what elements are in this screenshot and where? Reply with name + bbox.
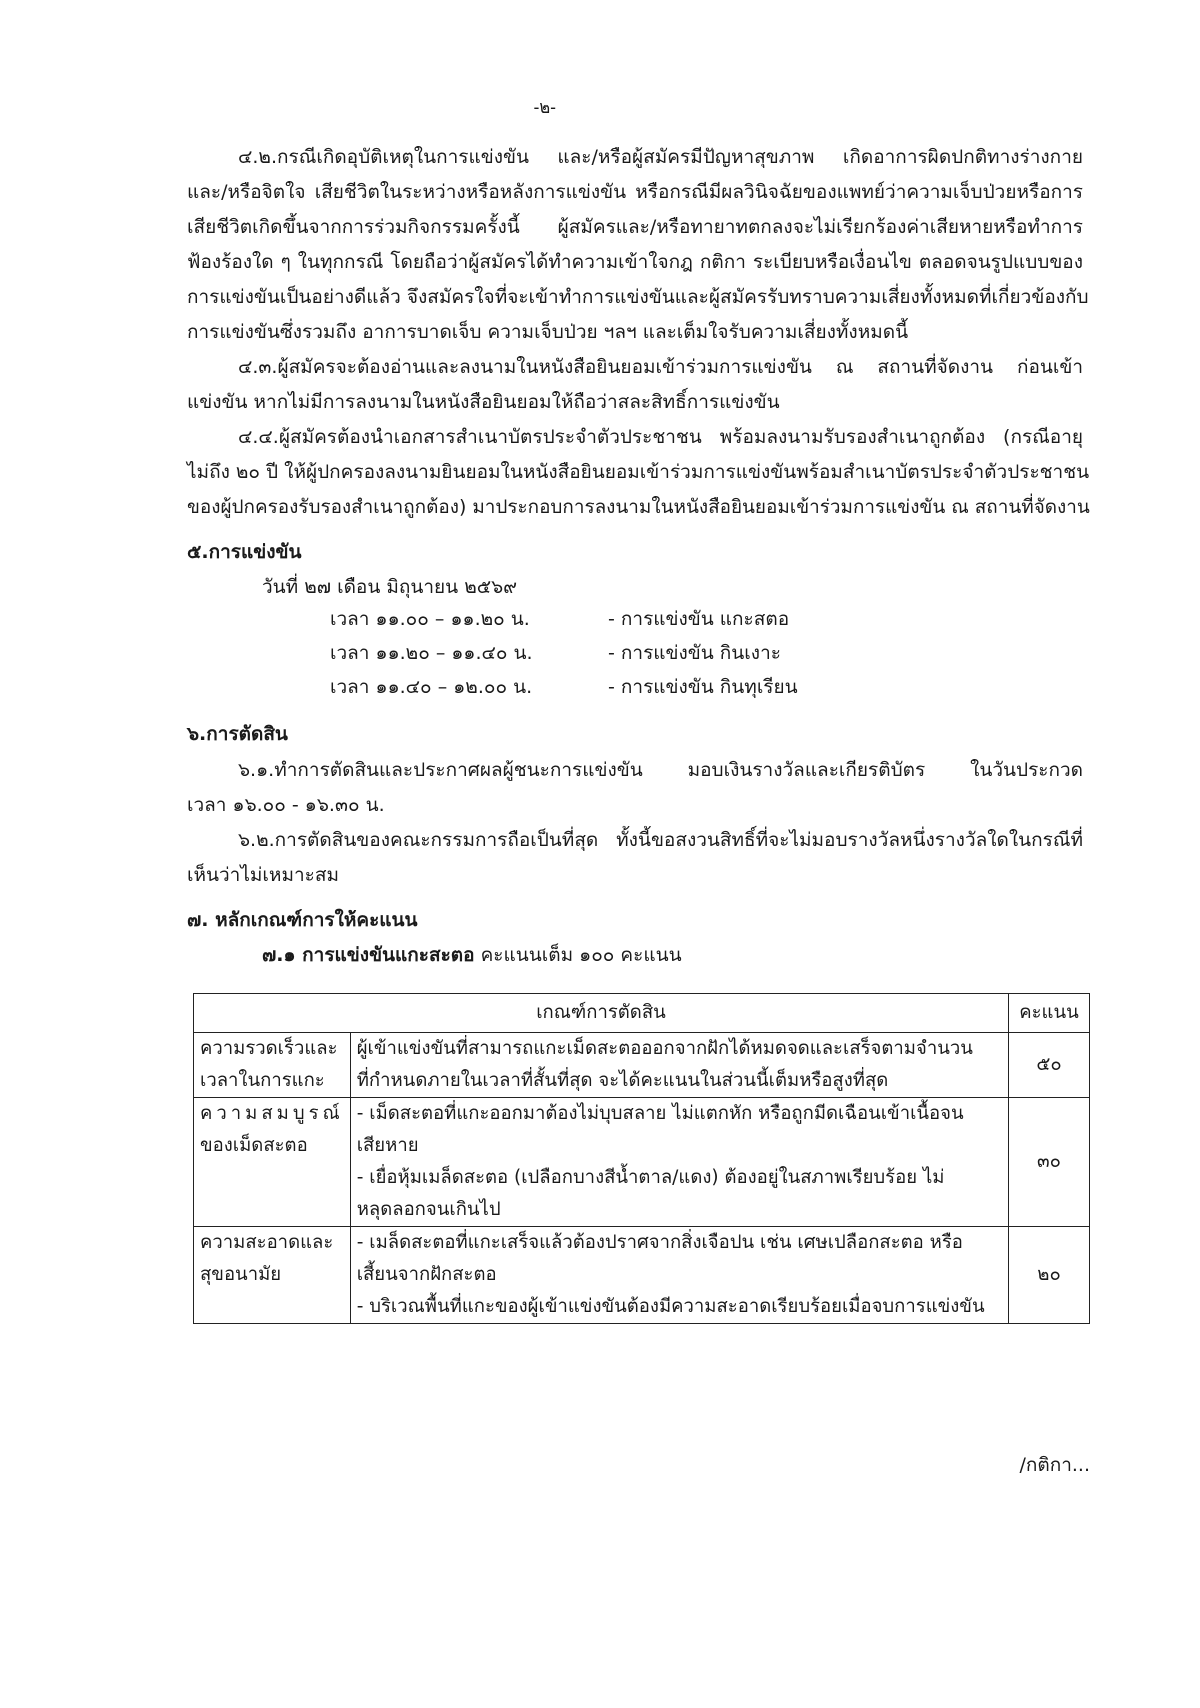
criteria-category [194, 1227, 351, 1324]
category-line: ความสะอาดและ [200, 1232, 334, 1253]
paragraph-4-4-line: ๔.๔.ผู้สมัครต้องนำเอกสารสำเนาบัตรประจำตัวประชาชน พร้อมลงนามรับรองสำเนาถูกต้อง (กรณีอายุ [238, 426, 1083, 448]
detail-line: ที่กำหนดภายในเวลาที่สั้นที่สุด จะได้คะแนนในส่วนนี้เต็มหรือสูงที่สุด [356, 1070, 889, 1091]
scoring-criteria-table [193, 993, 1090, 1324]
criteria-details [350, 1033, 1008, 1098]
page-number: -๒- [533, 97, 557, 118]
paragraph-6-1-line: ๖.๑.ทำการตัดสินและประกาศผลผู้ชนะการแข่งขัน มอบเงินรางวัลและเกียรติบัตร ในวันประกวด [238, 759, 1083, 781]
schedule-time: เวลา ๑๑.๐๐ – ๑๑.๒๐ น. [330, 608, 530, 630]
criteria-category [194, 1098, 351, 1227]
header-criteria: เกณฑ์การตัดสิน [194, 994, 1009, 1033]
category-line: ของเม็ดสะตอ [200, 1135, 308, 1156]
detail-line: - เม็ดสะตอที่แกะออกมาต้องไม่บุบสลาย ไม่แตกหัก หรือถูกมีดเฉือนเข้าเนื้อจน [356, 1103, 964, 1124]
detail-line: เสียหาย [356, 1135, 419, 1156]
detail-line: หลุดลอกจนเกินไป [356, 1199, 501, 1220]
header-score: คะแนน [1009, 994, 1090, 1033]
paragraph-4-2-line: การแข่งขันซึ่งรวมถึง อาการบาดเจ็บ ความเจ็บป่วย ฯลฯ และเต็มใจรับความเสี่ยงทั้งหมดนี้ [187, 321, 909, 343]
paragraph-4-2-line: การแข่งขันเป็นอย่างดีแล้ว จึงสมัครใจที่จะเข้าทำการแข่งขันและผู้สมัครรับทราบความเสี่ยงทั้งหมดที่เกี่ยวข้องกับ [187, 286, 1089, 308]
schedule-event: - การแข่งขัน กินเงาะ [608, 642, 781, 664]
criteria-category [194, 1033, 351, 1098]
table-row [194, 1098, 1090, 1227]
schedule-event: - การแข่งขัน กินทุเรียน [608, 676, 798, 698]
paragraph-4-2-line: ๔.๒.กรณีเกิดอุบัติเหตุในการแข่งขัน และ/หรือผู้สมัครมีปัญหาสุขภาพ เกิดอาการผิดปกติทางร่างกาย [238, 146, 1083, 168]
detail-line: ผู้เข้าแข่งขันที่สามารถแกะเม็ดสะตอออกจากฝักได้หมดจดและเสร็จตามจำนวน [356, 1038, 973, 1059]
section-5-heading: ๕.การแข่งขัน [187, 541, 302, 563]
paragraph-4-2-line: และ/หรือจิตใจ เสียชีวิตในระหว่างหรือหลังการแข่งขัน หรือกรณีมีผลวินิจฉัยของแพทย์ว่าความเจ็บป่วยหรือการ [187, 181, 1083, 203]
section-6-heading: ๖.การตัดสิน [187, 723, 288, 745]
paragraph-4-3-line: แข่งขัน หากไม่มีการลงนามในหนังสือยินยอมให้ถือว่าสละสิทธิ์การแข่งขัน [187, 391, 780, 413]
detail-line: - เมล็ดสะตอที่แกะเสร็จแล้วต้องปราศจากสิ่งเจือปน เช่น เศษเปลือกสะตอ หรือ [356, 1232, 963, 1253]
schedule-time: เวลา ๑๑.๒๐ – ๑๑.๔๐ น. [330, 642, 533, 664]
table-row [194, 1227, 1090, 1324]
table-header-row [194, 994, 1090, 1033]
criteria-score: ๒๐ [1009, 1227, 1090, 1324]
paragraph-4-4-line: ไม่ถึง ๒๐ ปี ให้ผู้ปกครองลงนามยินยอมในหนังสือยินยอมเข้าร่วมการแข่งขันพร้อมสำเนาบัตรประจำตัวประชาชน [187, 461, 1090, 483]
competition-date: วันที่ ๒๗ เดือน มิถุนายน ๒๕๖๙ [262, 576, 518, 598]
paragraph-4-2-line: ฟ้องร้องใด ๆ ในทุกกรณี โดยถือว่าผู้สมัครได้ทำความเข้าใจกฎ กติกา ระเบียบหรือเงื่อนไข ตลอดจนรูปแบบของ [187, 251, 1083, 273]
category-line: เวลาในการแกะ [200, 1070, 325, 1091]
schedule-time: เวลา ๑๑.๔๐ – ๑๒.๐๐ น. [330, 676, 533, 698]
section-7-heading: ๗. หลักเกณฑ์การให้คะแนน [187, 909, 418, 931]
paragraph-6-2-line: ๖.๒.การตัดสินของคณะกรรมการถือเป็นที่สุด ทั้งนี้ขอสงวนสิทธิ์ที่จะไม่มอบรางวัลหนึ่งรางวัลใดในกรณีที่ [238, 829, 1083, 851]
section-7-1-fullscore: คะแนนเต็ม ๑๐๐ คะแนน [474, 944, 682, 966]
continuation-footer: /กติกา... [1019, 1454, 1090, 1476]
detail-line: - เยื่อหุ้มเมล็ดสะตอ (เปลือกบางสีน้ำตาล/แดง) ต้องอยู่ในสภาพเรียบร้อย ไม่ [356, 1167, 945, 1188]
schedule-event: - การแข่งขัน แกะสตอ [608, 608, 790, 630]
paragraph-4-3-line: ๔.๓.ผู้สมัครจะต้องอ่านและลงนามในหนังสือยินยอมเข้าร่วมการแข่งขัน ณ สถานที่จัดงาน ก่อนเข้า [238, 356, 1083, 378]
paragraph-6-1-line: เวลา ๑๖.๐๐ - ๑๖.๓๐ น. [187, 794, 385, 816]
category-line: สุขอนามัย [200, 1264, 282, 1285]
criteria-details [350, 1098, 1008, 1227]
table-row [194, 1033, 1090, 1098]
paragraph-4-4-line: ของผู้ปกครองรับรองสำเนาถูกต้อง) มาประกอบการลงนามในหนังสือยินยอมเข้าร่วมการแข่งขัน ณ สถานที่จัดงาน [187, 496, 1090, 518]
section-7-1-title: ๗.๑ การแข่งขันแกะสะตอ [262, 944, 475, 966]
criteria-details [350, 1227, 1008, 1324]
category-line: ความสมบูรณ์ [200, 1103, 344, 1124]
detail-line: เสี้ยนจากฝักสะตอ [356, 1264, 497, 1285]
paragraph-6-2-line: เห็นว่าไม่เหมาะสม [187, 864, 339, 886]
criteria-score: ๕๐ [1009, 1033, 1090, 1098]
section-7-1-heading [262, 943, 682, 967]
criteria-score: ๓๐ [1009, 1098, 1090, 1227]
detail-line: - บริเวณพื้นที่แกะของผู้เข้าแข่งขันต้องมีความสะอาดเรียบร้อยเมื่อจบการแข่งขัน [356, 1296, 985, 1317]
category-line: ความรวดเร็วและ [200, 1038, 338, 1059]
paragraph-4-2-line: เสียชีวิตเกิดขึ้นจากการร่วมกิจกรรมครั้งนี้ ผู้สมัครและ/หรือทายาทตกลงจะไม่เรียกร้องค่าเสียหายหรือทำการ [187, 216, 1083, 238]
